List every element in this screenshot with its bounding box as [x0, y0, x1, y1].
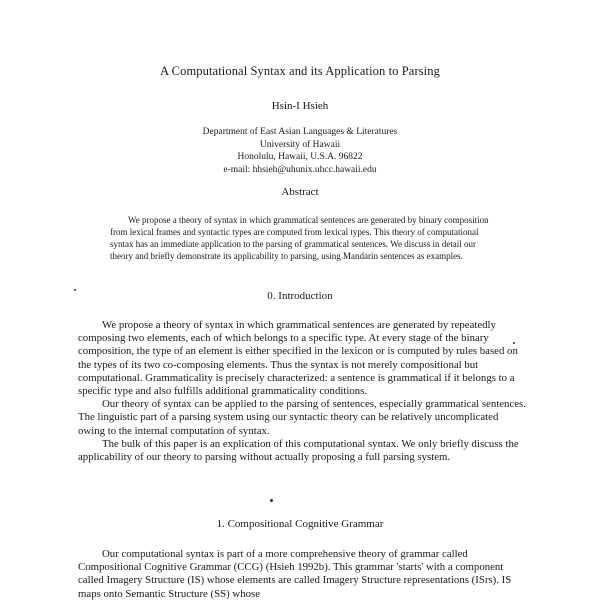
affiliation-email: e-mail: hhsieh@uhunix.uhcc.hawaii.edu — [223, 164, 377, 175]
paper-title: A Computational Syntax and its Application to Parsing — [160, 64, 440, 78]
intro-paragraph-1: We propose a theory of syntax in which grammatical sentences are generated by repeatedly composing two elements, each of which belongs to a specific type. At every stage of the binary composition, the type of an element is either specified in the lexicon or is computed by rules based on the types of its two co-composing elements. Thus the syntax is not merely compositional but computational. Grammaticality is precisely characterized: a sentence is grammatical if it belongs to a specific type and also fulfills additional grammaticality conditions. — [78, 319, 518, 398]
introduction-body — [78, 319, 526, 464]
affiliation-university: University of Hawaii — [259, 139, 341, 150]
abstract-text: We propose a theory of syntax in which grammatical sentences are generated by binary composition from lexical frames and syntactic types are computed from lexical types. This theory of computational syntax has an immediate application to the parsing of grammatical sentences. We discuss in detail our theory and briefly demonstrate its applicability to parsing, using Mandarin sentences as examples. — [110, 215, 489, 261]
intro-paragraph-3: The bulk of this paper is an explication of this computational syntax. We only briefly discuss the applicability of our theory to parsing without actually proposing a full parsing system. — [78, 437, 519, 464]
section-ccg-heading: 1. Compositional Cognitive Grammar — [216, 518, 384, 530]
author-name: Hsin-I Hsieh — [271, 100, 329, 112]
section-introduction-heading: 0. Introduction — [267, 290, 333, 302]
affiliation-department: Department of East Asian Languages & Literatures — [202, 127, 398, 137]
affiliation-address: Honolulu, Hawaii, U.S.A. 96822 — [237, 152, 363, 162]
scan-speck — [270, 499, 273, 502]
affiliation-block — [0, 126, 600, 176]
ccg-paragraph-1: Our computational syntax is part of a more comprehensive theory of grammar called Compositional Cognitive Grammar (CCG) (Hsieh 1992b). This grammar 'starts' with a component called Imagery Structure (IS) whose elements are called Imagery Structure representations (ISrs). IS maps onto Semantic Structure (SS) whose — [78, 548, 512, 600]
ccg-body — [78, 548, 526, 601]
scan-speck — [513, 342, 515, 344]
intro-paragraph-2: Our theory of syntax can be applied to the parsing of sentences, especially grammatical sentences. The linguistic part of a parsing system using our syntactic theory can be relatively uncomplicated owing to the internal computation of syntax. — [78, 398, 526, 437]
abstract-heading: Abstract — [281, 186, 319, 198]
scan-speck — [74, 289, 76, 291]
